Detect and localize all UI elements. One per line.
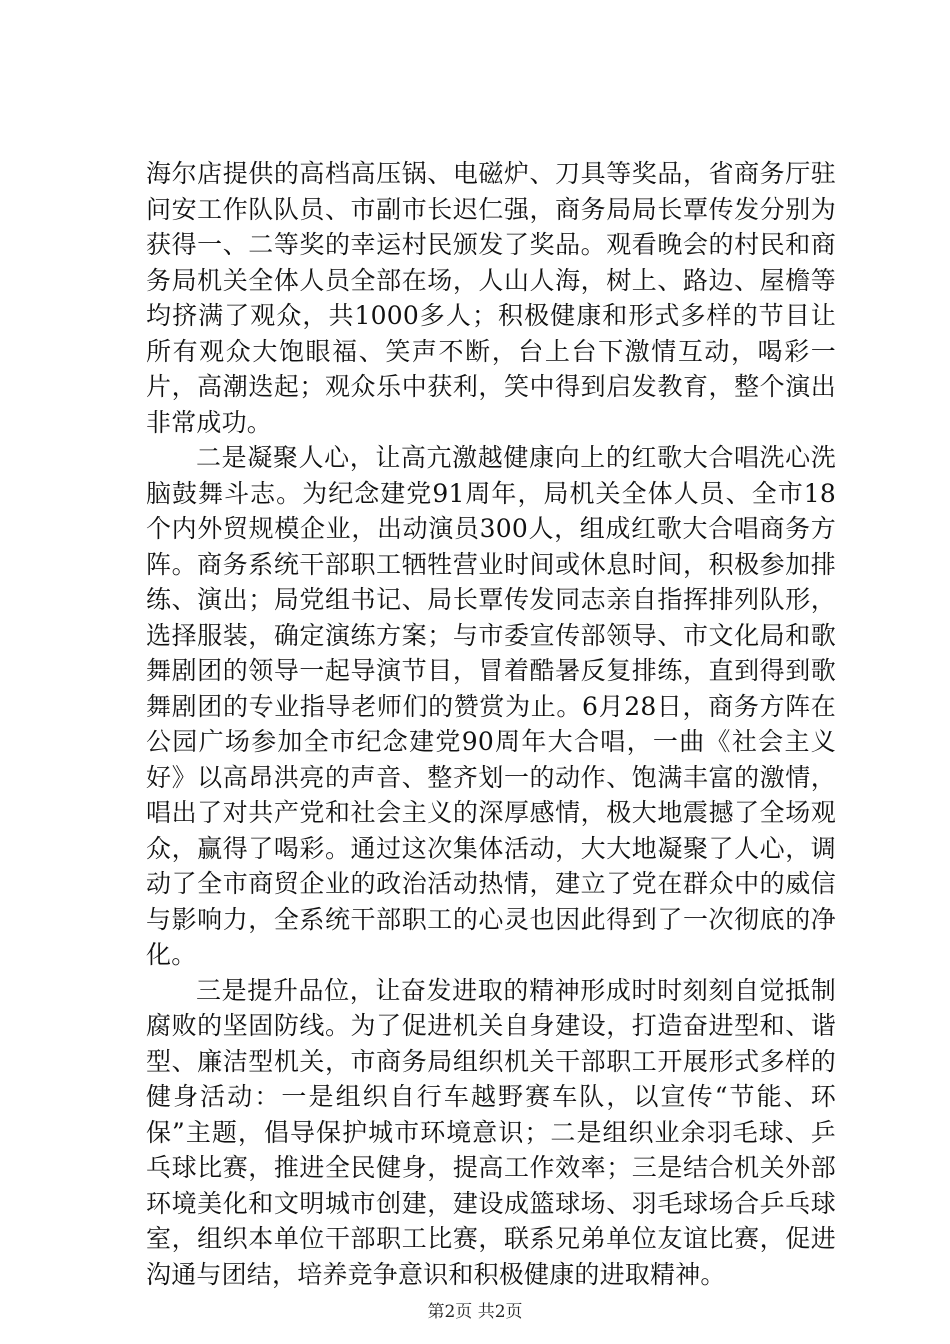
paragraph-three-improve-quality: 三是提升品位，让奋发进取的精神形成时时刻刻自觉抵制腐败的坚固防线。为了促进机关自身建设，打造奋进型和、谐型、廉洁型机关，市商务局组织机关干部职工开展形式多样的健身活动：一是组织自行车越野赛车队，以宣传“节能、环保”主题，倡导保护城市环境意识；二是组织业余羽毛球、乒乓球比赛，推进全民健身，提高工作效率；三是结合机关外部环境美化和文明城市创建，建设成篮球场、羽毛球场合乒乓球室，组织本单位干部职工比赛，联系兄弟单位友谊比赛，促进沟通与团结，培养竞争意识和积极健康的进取精神。 — [146, 975, 836, 1289]
paragraph-two-unite-hearts: 二是凝聚人心，让高亢激越健康向上的红歌大合唱洗心洗脑鼓舞斗志。为纪念建党91周年，局机关全体人员、全市18个内外贸规模企业，出动演员300人，组成红歌大合唱商务方阵。商务系统干部职工牺牲营业时间或休息时间，积极参加排练、演出；局党组书记、局长覃传发同志亲自指挥排列队形，选择服装，确定演练方案；与市委宣传部领导、市文化局和歌舞剧团的领导一起导演节目，冒着酷暑反复排练，直到得到歌舞剧团的专业指导老师们的赞赏为止。6月28日，商务方阵在公园广场参加全市纪念建党90周年大合唱，一曲《社会主义好》以高昂洪亮的声音、整齐划一的动作、饱满丰富的激情，唱出了对共产党和社会主义的深厚感情，极大地震撼了全场观众，赢得了喝彩。通过这次集体活动，大大地凝聚了人心，调动了全市商贸企业的政治活动热情，建立了党在群众中的威信与影响力，全系统干部职工的心灵也因此得到了一次彻底的净化。 — [146, 443, 836, 969]
paragraph-continued: 海尔店提供的高档高压锅、电磁炉、刀具等奖品，省商务厅驻问安工作队队员、市副市长迟仁强，商务局局长覃传发分别为获得一、二等奖的幸运村民颁发了奖品。观看晚会的村民和商务局机关全体人员全部在场，人山人海，树上、路边、屋檐等均挤满了观众，共1000多人；积极健康和形式多样的节目让所有观众大饱眼福、笑声不断，台上台下激情互动，喝彩一片，高潮迭起；观众乐中获利，笑中得到启发教育，整个演出非常成功。 — [146, 159, 836, 437]
page-footer: 第2页 共2页 — [427, 1302, 523, 1322]
document-body — [146, 156, 836, 1292]
